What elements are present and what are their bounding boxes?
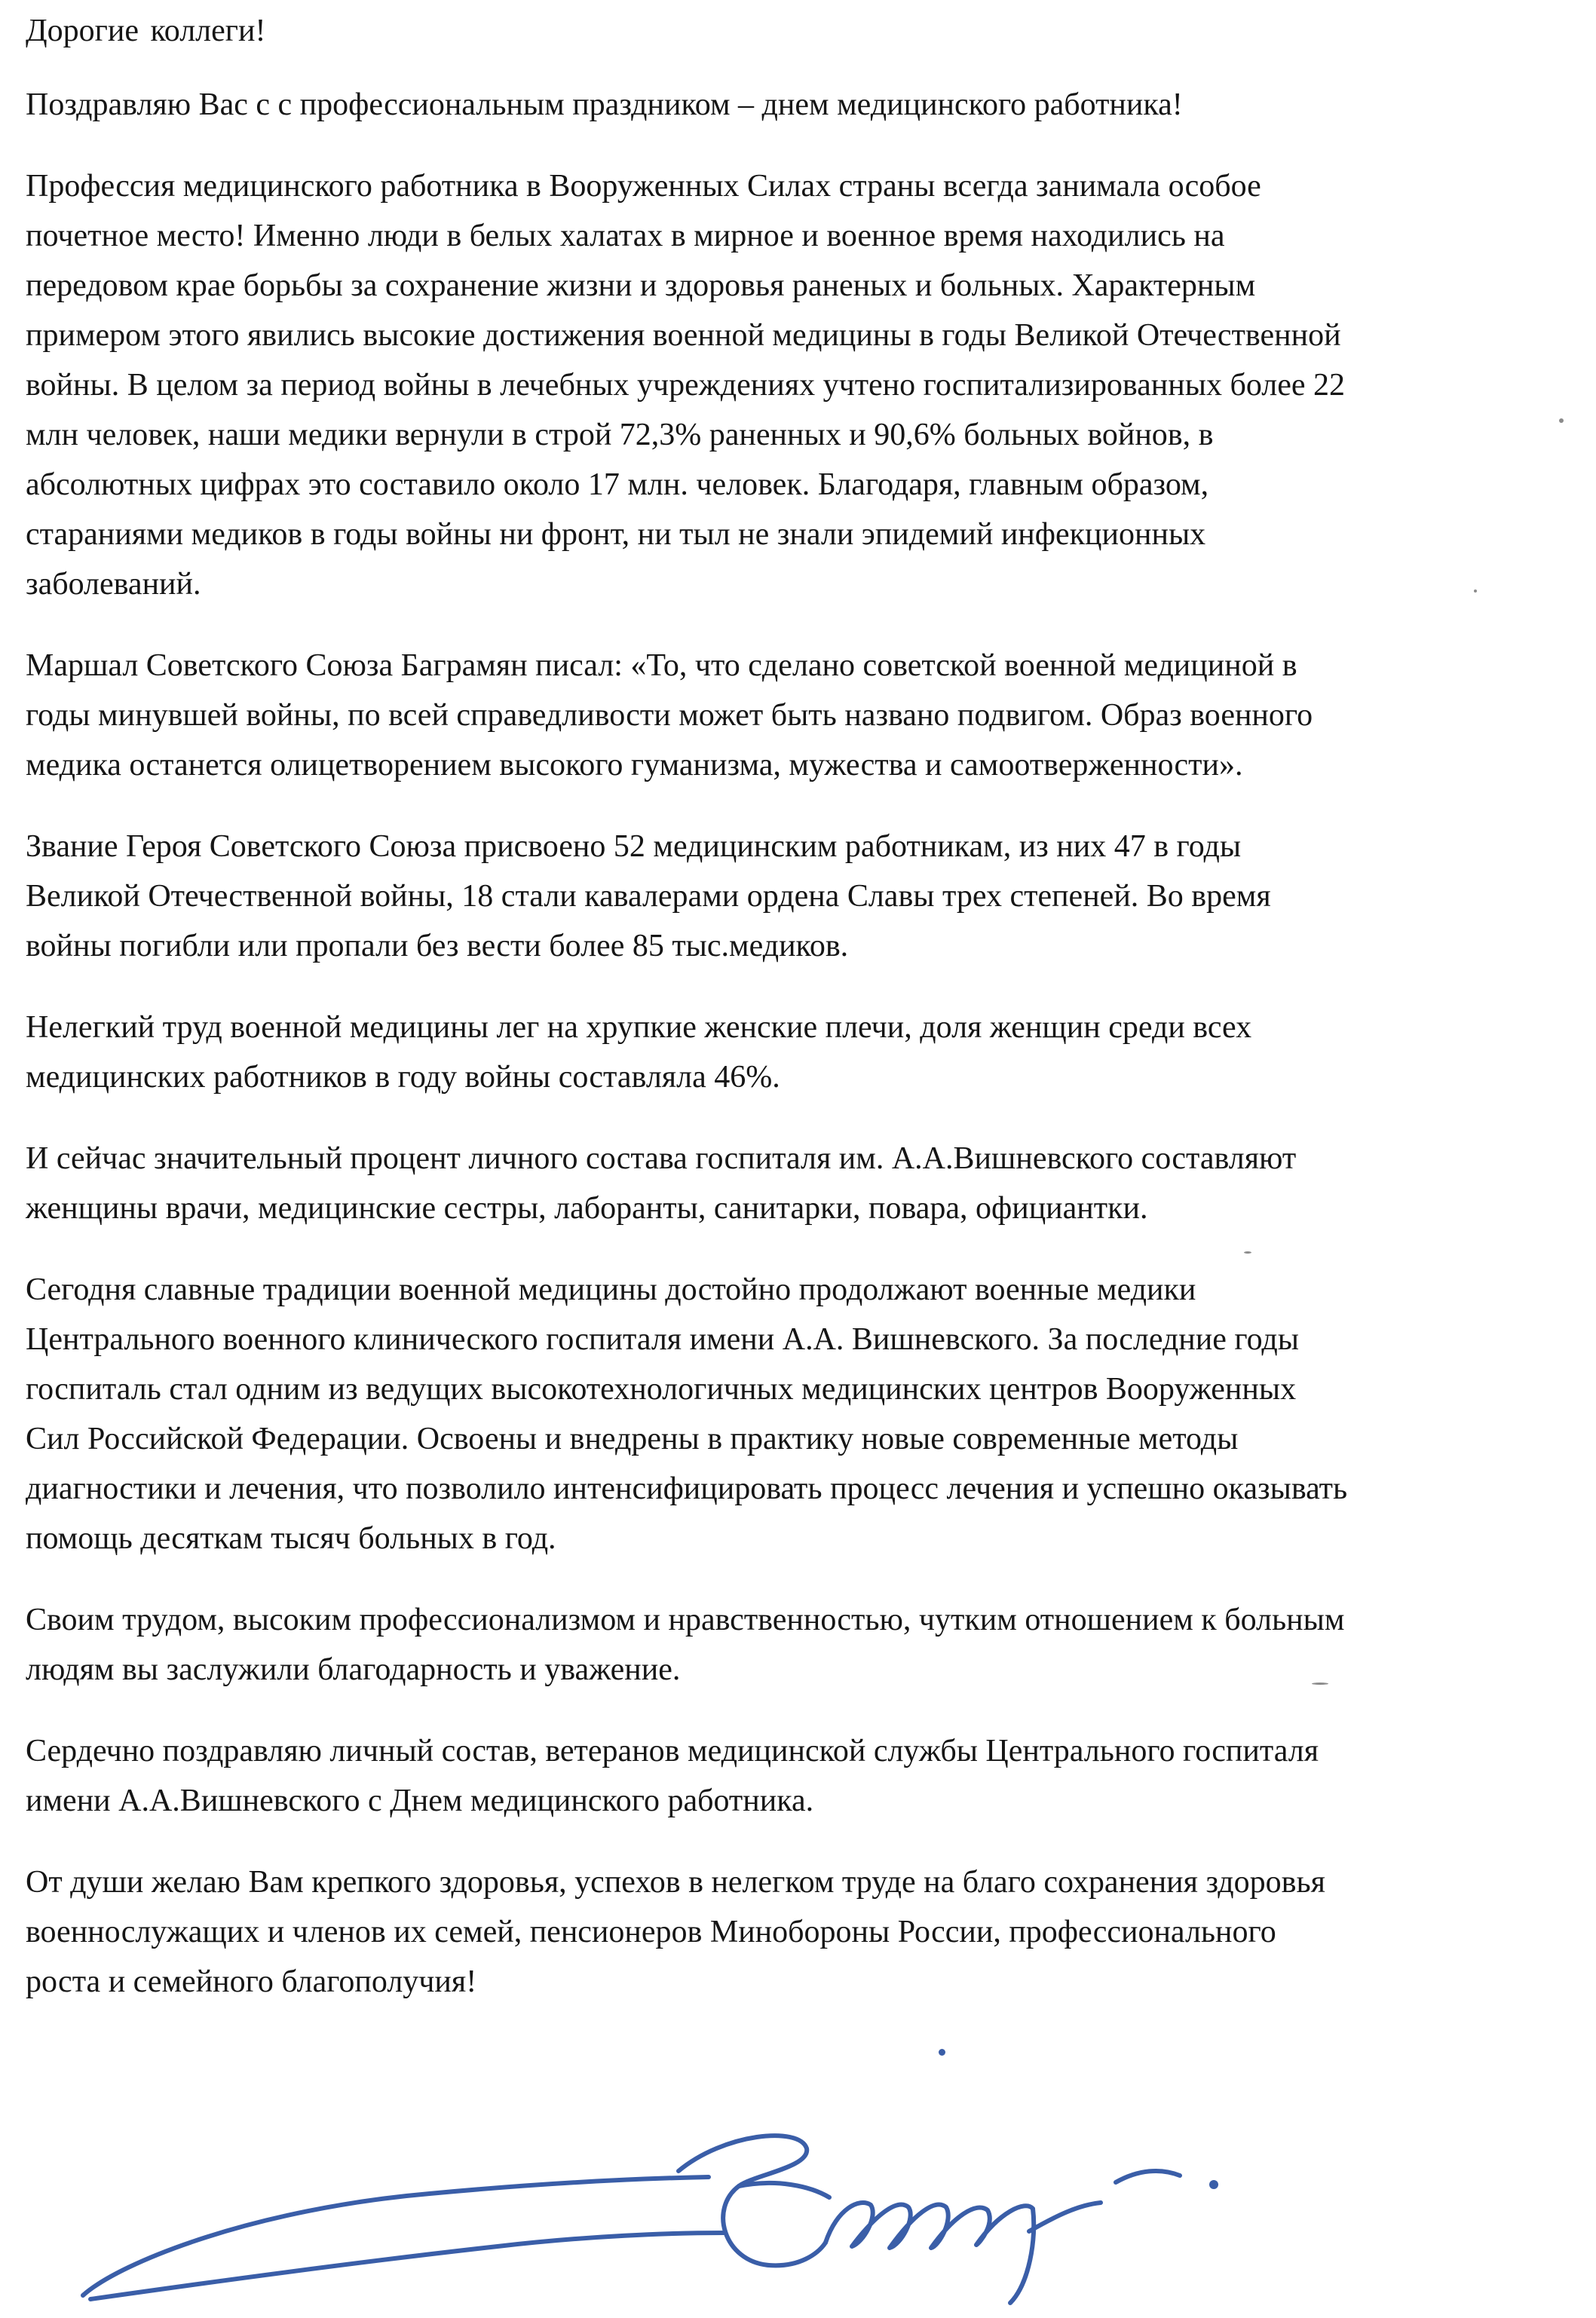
paragraph-line: войны. В целом за период войны в лечебных учреждениях учтено госпитализированных более 22	[26, 368, 1346, 403]
paragraph-line: годы минувшей войны, по всей справедливости может быть названо подвигом. Образ военного	[26, 698, 1313, 733]
paragraph-line: Великой Отечественной войны, 18 стали кавалерами ордена Славы трех степеней. Во время	[26, 879, 1271, 914]
paragraph-line: Центрального военного клинического госпиталя имени А.А. Вишневского. За последние годы	[26, 1322, 1299, 1357]
paragraph-line: Маршал Советского Союза Баграмян писал: «То, что сделано советской военной медициной в	[26, 648, 1297, 683]
letter-paragraph	[26, 1857, 1596, 2007]
signature-stroke	[1029, 2203, 1101, 2231]
paragraph-line: млн человек, наши медики вернули в строй 72,3% раненных и 90,6% больных войнов, в	[26, 418, 1214, 452]
paragraph-line: имени А.А.Вишневского с Днем медицинского работника.	[26, 1784, 814, 1818]
signature-dot	[1209, 2180, 1218, 2189]
paragraph-line: военнослужащих и членов их семей, пенсионеров Минобороны России, профессионального	[26, 1915, 1276, 1949]
paragraph-line: Профессия медицинского работника в Вооруженных Силах страны всегда занимала особое	[26, 169, 1261, 204]
paragraph-line: помощь десяткам тысяч больных в год.	[26, 1521, 556, 1556]
signature-stroke	[826, 2203, 1033, 2248]
letter-paragraph	[26, 1726, 1596, 1826]
letter-paragraph	[26, 1265, 1596, 1563]
signature-stroke	[679, 2136, 826, 2265]
paragraph-line: роста и семейного благополучия!	[26, 1964, 477, 1999]
paragraph-line: Своим трудом, высоким профессионализмом и нравственностью, чутким отношением к больным	[26, 1603, 1345, 1637]
letter-body	[26, 6, 1596, 2038]
paragraph-line: госпиталь стал одним из ведущих высокотехнологичных медицинских центров Вооруженных	[26, 1372, 1297, 1407]
scan-speck	[1312, 1683, 1328, 1685]
paragraph-line: медика останется олицетворением высокого гуманизма, мужества и самоотверженности».	[26, 748, 1243, 782]
signature-stroke	[1010, 2209, 1034, 2303]
paragraph-line: женщины врачи, медицинские сестры, лаборанты, санитарки, повара, официантки.	[26, 1191, 1148, 1226]
paragraph-line: людям вы заслужили благодарность и уважение.	[26, 1652, 681, 1687]
paragraph-line: абсолютных цифрах это составило около 17 млн. человек. Благодаря, главным образом,	[26, 467, 1209, 502]
letter-paragraph	[26, 1003, 1596, 1102]
letter-paragraph	[26, 80, 1596, 130]
signature-stroke	[1116, 2171, 1180, 2182]
letter-greeting: Дорогие коллеги!	[26, 14, 266, 48]
scan-speck	[1244, 1251, 1251, 1254]
scan-speck	[1474, 589, 1477, 593]
paragraph-line: Поздравляю Вас с с профессиональным праздником – днем медицинского работника!	[26, 87, 1183, 122]
paragraph-line: Сердечно поздравляю личный состав, ветеранов медицинской службы Центрального госпиталя	[26, 1734, 1319, 1768]
letter-paragraphs	[26, 80, 1596, 2007]
paragraph-line: Нелегкий труд военной медицины лег на хрупкие женские плечи, доля женщин среди всех	[26, 1010, 1252, 1045]
paragraph-line: И сейчас значительный процент личного состава госпиталя им. А.А.Вишневского составляют	[26, 1141, 1297, 1176]
letter-paragraph	[26, 1595, 1596, 1695]
signature-stroke	[739, 2183, 829, 2197]
paragraph-line: заболеваний.	[26, 567, 201, 602]
paragraph-line: почетное место! Именно люди в белых халатах в мирное и военное время находились на	[26, 219, 1225, 253]
paragraph-line: От души желаю Вам крепкого здоровья, успехов в нелегком труде на благо сохранения здоровья	[26, 1865, 1325, 1900]
paragraph-line: Сегодня славные традиции военной медицины достойно продолжают военные медики	[26, 1272, 1196, 1307]
paragraph-line: медицинских работников в году войны составляла 46%.	[26, 1060, 780, 1095]
letter-paragraph	[26, 1134, 1596, 1233]
paragraph-line: войны погибли или пропали без вести более 85 тыс.медиков.	[26, 929, 849, 963]
paragraph-line: Сил Российской Федерации. Освоены и внедрены в практику новые современные методы	[26, 1422, 1239, 1456]
paragraph-line: примером этого явились высокие достижения военной медицины в годы Великой Отечественной	[26, 318, 1341, 353]
letter-paragraph	[26, 641, 1596, 790]
paragraph-line: Звание Героя Советского Союза присвоено 52 медицинским работникам, из них 47 в годы	[26, 829, 1242, 864]
letter-paragraph	[26, 822, 1596, 971]
paragraph-line: стараниями медиков в годы войны ни фронт, ни тыл не знали эпидемий инфекционных	[26, 517, 1206, 552]
handwritten-signature	[75, 2035, 1251, 2307]
paragraph-line: диагностики и лечения, что позволило интенсифицировать процесс лечения и успешно оказывать	[26, 1471, 1348, 1506]
paragraph-line: передовом крае борьбы за сохранение жизни и здоровья раненых и больных. Характерным	[26, 268, 1256, 303]
letter-paragraph	[26, 161, 1596, 609]
scan-speck	[1559, 418, 1564, 423]
